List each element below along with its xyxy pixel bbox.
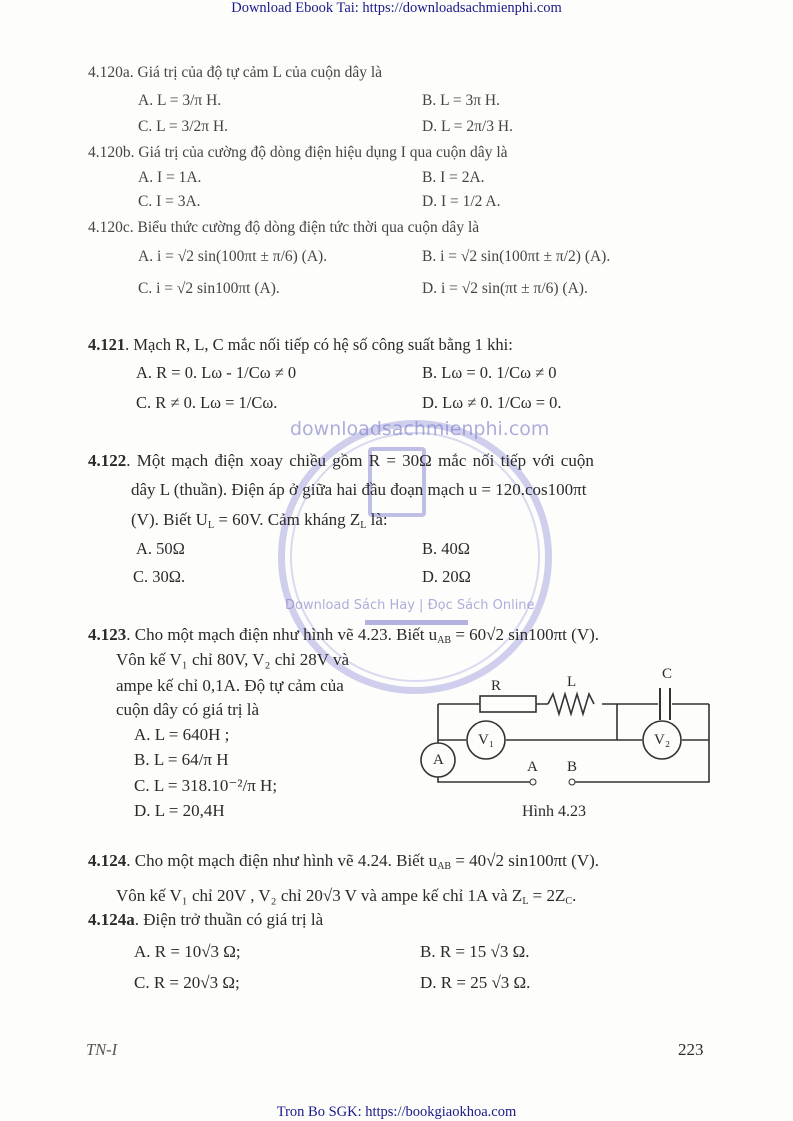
q123-option-a: A. L = 640H ;: [134, 725, 230, 744]
q124-text-b: = 40√2 sin100πt (V).: [451, 851, 600, 870]
q123-line3: ampe kế chỉ 0,1A. Độ tự cảm của: [116, 676, 344, 695]
q122-text-c: là:: [366, 510, 388, 529]
q120a-title: 4.120a. Giá trị của độ tự cảm L của cuộn dây là: [88, 64, 383, 81]
q120c-option-a: A. i = √2 sin(100πt ± π/6) (A).: [138, 248, 328, 265]
label-ammeter: A: [433, 752, 444, 768]
page-number: 223: [678, 1040, 704, 1059]
q123-option-d: D. L = 20,4H: [134, 801, 225, 820]
terminal-b: [569, 779, 575, 785]
watermark-tagline: Download Sách Hay | Đọc Sách Online: [285, 598, 535, 613]
q120b-option-c: C. I = 3A.: [138, 193, 201, 210]
q122-line1: [88, 451, 594, 471]
q124a-option-b: B. R = 15 √3 Ω.: [420, 942, 530, 961]
q124-line1: [88, 851, 599, 877]
q121-text: . Mạch R, L, C mắc nối tiếp có hệ số công suất bằng 1 khi:: [125, 335, 513, 354]
q123-line4: cuộn dây có giá trị là: [116, 700, 260, 719]
q120a-option-b: B. L = 3π H.: [422, 92, 500, 109]
q120c-title: 4.120c. Biểu thức cường độ dòng điện tức thời qua cuộn dây là: [88, 219, 480, 236]
q124a-number: 4.124a: [88, 910, 135, 929]
q123-option-b: B. L = 64/π H: [134, 750, 229, 769]
q124a-option-d: D. R = 25 √3 Ω.: [420, 973, 531, 992]
q123-line1: [88, 625, 599, 651]
q121-title: [88, 335, 513, 355]
q121-option-a: A. R = 0. Lω - 1/Cω ≠ 0: [136, 363, 297, 382]
q124-text-e: .: [572, 886, 577, 905]
q121-option-b: B. Lω = 0. 1/Cω ≠ 0: [422, 363, 557, 382]
q124a-option-a: A. R = 10√3 Ω;: [134, 942, 241, 961]
label-terminal-b: B: [567, 759, 578, 775]
resistor-r-symbol: [480, 696, 536, 712]
q120b-title: 4.120b. Giá trị của cường độ dòng điện hiệu dụng I qua cuộn dây là: [88, 144, 508, 161]
q122-text: . Một mạch điện xoay chiều gồm R = 30Ω mắc nối tiếp với cuộn: [126, 451, 594, 470]
q120c-option-c: C. i = √2 sin100πt (A).: [138, 280, 280, 297]
q122-option-d: D. 20Ω: [422, 567, 471, 586]
q120c-option-d: D. i = √2 sin(πt ± π/6) (A).: [422, 280, 588, 297]
q124-text-d: = 2Z: [528, 886, 566, 905]
q120b-option-b: B. I = 2A.: [422, 169, 485, 186]
q122-line2: dây L (thuần). Điện áp ở giữa hai đầu đoạn mạch u = 120.cos100πt: [131, 480, 587, 499]
q122-option-b: B. 40Ω: [422, 539, 471, 558]
label-l: L: [567, 674, 577, 690]
q124-sub-ab: AB: [437, 861, 452, 872]
watermark-site: downloadsachmienphi.com: [290, 418, 550, 440]
q124-number: 4.124: [88, 851, 127, 870]
q124-text-c: Vôn kế V₁ chỉ 20V , V₂ chỉ 20√3 V và ampe kế chỉ 1A và Z: [116, 886, 523, 905]
q124-sub-l: L: [522, 896, 529, 907]
q122-sub-zl: L: [360, 520, 367, 531]
label-r: R: [491, 678, 502, 694]
q123-sub-ab: AB: [437, 635, 452, 646]
wire-right: [575, 704, 709, 782]
capacitor-c-symbol: [658, 688, 672, 720]
label-c: C: [662, 666, 673, 682]
terminal-a: [530, 779, 536, 785]
q124-line2: [116, 886, 576, 912]
q124a-option-c: C. R = 20√3 Ω;: [134, 973, 240, 992]
q121-option-d: D. Lω ≠ 0. 1/Cω = 0.: [422, 393, 562, 412]
q122-option-c: C. 30Ω.: [133, 567, 186, 586]
header-download-link[interactable]: Download Ebook Tai: https://downloadsachmienphi.com: [231, 0, 562, 16]
footer-sgk-link[interactable]: Tron Bo SGK: https://bookgiaokhoa.com: [276, 1104, 517, 1120]
label-v2: V₂: [654, 732, 671, 748]
q120a-option-c: C. L = 3/2π H.: [138, 118, 229, 135]
q120b-option-d: D. I = 1/2 A.: [422, 193, 501, 210]
q120a-option-d: D. L = 2π/3 H.: [422, 118, 513, 135]
inductor-l-symbol: [548, 694, 594, 714]
q120b-option-a: A. I = 1A.: [138, 169, 202, 186]
footer-book-code: TN-I: [86, 1040, 118, 1059]
label-v1: V₁: [478, 732, 495, 748]
q123-text-b: = 60√2 sin100πt (V).: [451, 625, 600, 644]
q122-line3: [131, 510, 388, 536]
q124a-title: [88, 910, 323, 930]
q121-option-c: C. R ≠ 0. Lω = 1/Cω.: [136, 393, 278, 412]
q123-text-a: . Cho một mạch điện như hình vẽ 4.23. Biết u: [126, 625, 438, 644]
label-terminal-a: A: [527, 759, 538, 775]
q124a-text: . Điện trở thuần có giá trị là: [134, 910, 324, 929]
q122-number: 4.122: [88, 451, 127, 470]
figure-caption: Hình 4.23: [522, 803, 586, 820]
q120a-option-a: A. L = 3/π H.: [138, 92, 222, 109]
q122-option-a: A. 50Ω: [136, 539, 185, 558]
q122-text-b: = 60V. Cảm kháng Z: [214, 510, 361, 529]
circuit-figure-4-23: [400, 660, 730, 795]
q121-number: 4.121: [88, 335, 126, 354]
q124-text-a: . Cho một mạch điện như hình vẽ 4.24. Biết u: [126, 851, 438, 870]
q122-sub-ul: L: [207, 520, 215, 531]
q124-sub-c: C: [565, 896, 573, 907]
q123-line2: Vôn kế V₁ chỉ 80V, V₂ chỉ 28V và: [116, 650, 350, 669]
q120c-option-b: B. i = √2 sin(100πt ± π/2) (A).: [422, 248, 611, 265]
q122-text-a: (V). Biết U: [131, 510, 208, 529]
q123-option-c: C. L = 318.10⁻²/π H;: [134, 776, 278, 795]
q123-number: 4.123: [88, 625, 127, 644]
